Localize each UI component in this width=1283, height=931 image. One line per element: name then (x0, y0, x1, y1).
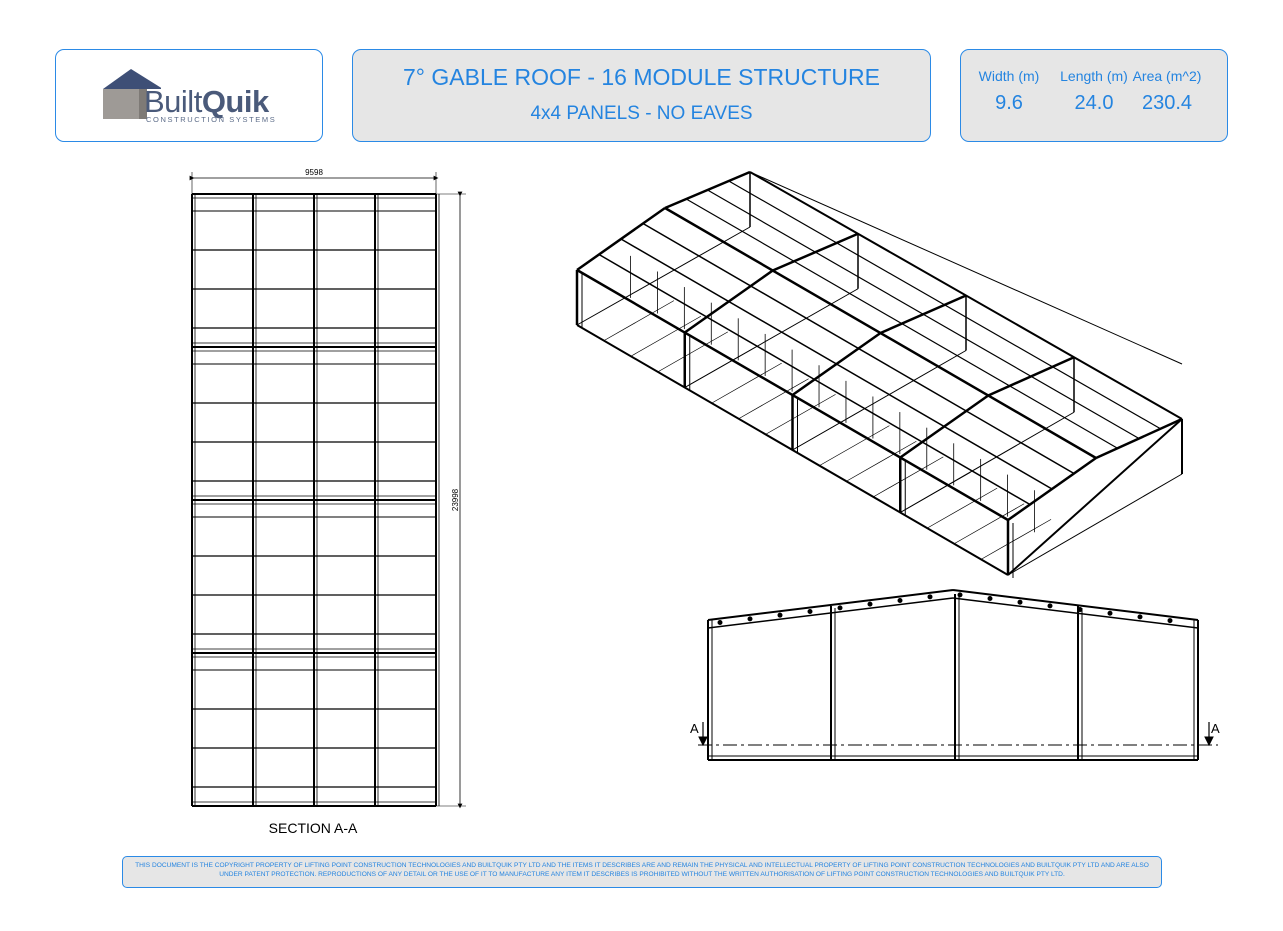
isometric-view (577, 172, 1182, 578)
section-label: SECTION A-A (268, 820, 358, 836)
width-dimension: 9598 (305, 168, 323, 177)
section-cut-label-left: A (690, 721, 699, 736)
copyright-notice: THIS DOCUMENT IS THE COPYRIGHT PROPERTY OF LIFTING POINT CONSTRUCTION TECHNOLOGIES AND BUILTQUIK PTY LTD AND THE ITEMS IT DESCRIBES ARE AND REMAIN THE PHYSICAL AND INTELLECTUAL PROPERTY OF LIFTING POINT CONSTRUCTION TECHNOLOGIES AND BUILTQUIK PTY LTD AND ARE ALSO UNDER PATENT PROTECTION. REPRODUCTIONS OF ANY DETAIL OR THE USE OF IT TO MANUFACTURE ANY ITEM IT DESCRIBES IS PROHIBITED WITHOUT THE WRITTEN AUTHORISATION OF LIFTING POINT CONSTRUCTION TECHNOLOGIES AND BUILTQUIK PTY LTD. (122, 856, 1162, 888)
area-value: 230.4 (1141, 92, 1193, 114)
section-cut-label-right: A (1211, 721, 1220, 736)
area-label: Area (m^2) (1132, 68, 1202, 84)
width-value: 9.6 (995, 92, 1023, 114)
length-value: 24.0 (1074, 92, 1114, 114)
length-dimension: 23998 (451, 488, 460, 512)
plan-view-section-a-a (192, 168, 466, 806)
front-elevation (698, 590, 1218, 760)
length-label: Length (m) (1060, 68, 1128, 84)
drawing-title: 7° GABLE ROOF - 16 MODULE STRUCTURE (403, 64, 880, 90)
logo-subtitle: CONSTRUCTION SYSTEMS (146, 115, 277, 124)
width-label: Width (m) (978, 68, 1040, 84)
drawing-subtitle: 4x4 PANELS - NO EAVES (530, 103, 753, 124)
logo-wordmark: BuiltQuik (144, 84, 269, 119)
